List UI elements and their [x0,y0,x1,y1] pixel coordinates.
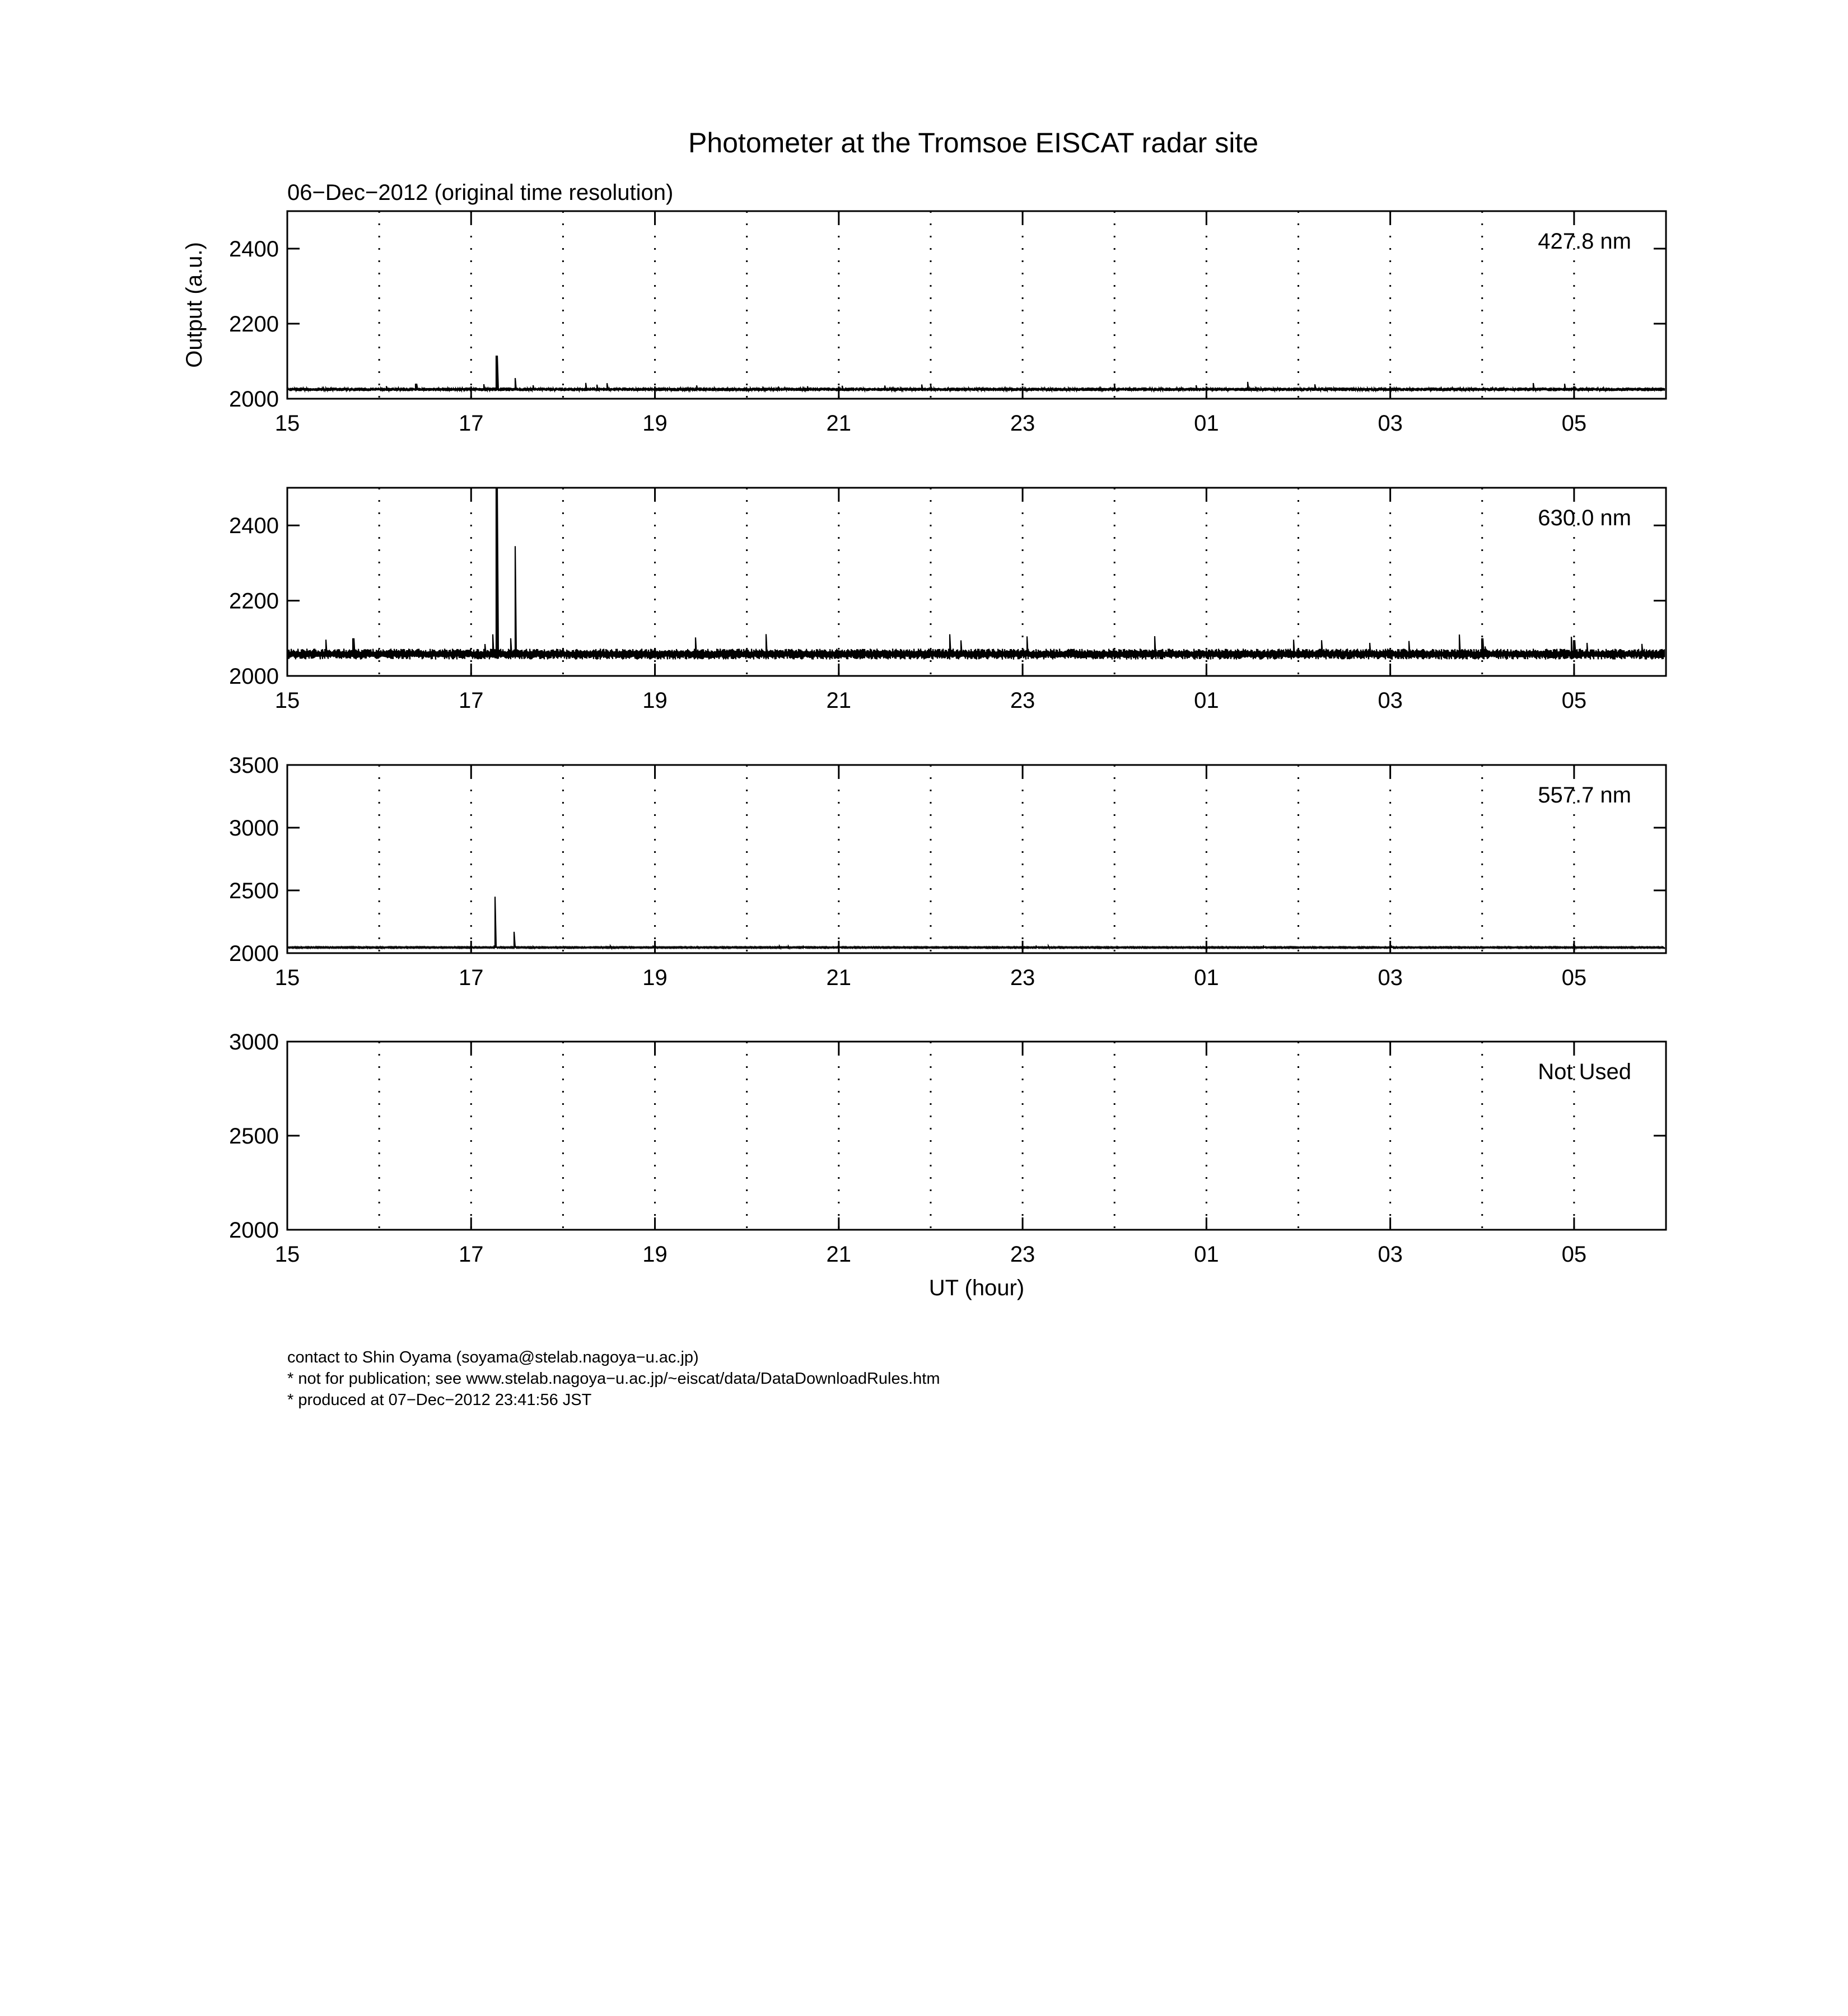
y-tick-label: 2000 [229,664,279,689]
x-tick-label: 19 [642,965,668,990]
x-tick-label: 23 [1010,1242,1035,1267]
wavelength-label: 427.8 nm [1538,229,1631,254]
x-tick-label: 17 [459,688,484,713]
x-tick-label: 19 [642,1242,668,1267]
panel-2 [229,488,1666,713]
footer-usage-note: * not for publication; see www.stelab.nagoya−u.ac.jp/~eiscat/data/DataDownloadRules.htm [287,1370,940,1388]
footer-produced-note: * produced at 07−Dec−2012 23:41:56 JST [287,1391,592,1409]
axes-frame [287,1042,1666,1230]
footer-contact: contact to Shin Oyama (soyama@stelab.nagoya−u.ac.jp) [287,1348,699,1366]
x-tick-label: 03 [1378,1242,1403,1267]
x-tick-label: 21 [826,965,852,990]
x-tick-label: 05 [1561,688,1587,713]
y-tick-label: 2000 [229,387,279,412]
x-tick-label: 15 [274,1242,300,1267]
x-tick-label: 15 [274,965,300,990]
data-trace [288,488,1664,660]
x-tick-label: 01 [1194,965,1219,990]
x-tick-label: 23 [1010,965,1035,990]
x-tick-label: 01 [1194,688,1219,713]
x-tick-label: 17 [459,411,484,436]
y-tick-label: 3500 [229,753,279,778]
x-tick-label: 03 [1378,965,1403,990]
x-tick-label: 01 [1194,1242,1219,1267]
panel-3 [229,753,1666,990]
panels-container [182,211,1666,1300]
y-tick-label: 2500 [229,1124,279,1149]
x-tick-label: 23 [1010,688,1035,713]
axes-frame [287,765,1666,953]
wavelength-label: 630.0 nm [1538,506,1631,530]
x-tick-label: 21 [826,1242,852,1267]
x-tick-label: 21 [826,688,852,713]
y-tick-label: 3000 [229,1030,279,1054]
y-axis-label: Output (a.u.) [182,242,207,368]
y-tick-label: 2200 [229,312,279,337]
x-tick-label: 17 [459,1242,484,1267]
y-tick-label: 2400 [229,237,279,262]
x-tick-label: 19 [642,411,668,436]
chart-title: Photometer at the Tromsoe EISCAT radar site [688,127,1259,158]
y-tick-label: 2000 [229,941,279,966]
y-tick-label: 2500 [229,879,279,903]
y-tick-label: 2400 [229,514,279,539]
axes-frame [287,211,1666,399]
x-tick-label: 01 [1194,411,1219,436]
panel-4 [229,1030,1666,1300]
x-tick-label: 23 [1010,411,1035,436]
data-trace [288,897,1664,948]
x-tick-label: 03 [1378,688,1403,713]
x-tick-label: 19 [642,688,668,713]
x-tick-label: 05 [1561,965,1587,990]
chart-subtitle: 06−Dec−2012 (original time resolution) [287,180,674,205]
x-tick-label: 03 [1378,411,1403,436]
y-tick-label: 2200 [229,589,279,614]
wavelength-label: 557.7 nm [1538,783,1631,808]
x-axis-label: UT (hour) [928,1276,1025,1300]
data-trace [288,356,1664,391]
x-tick-label: 21 [826,411,852,436]
x-tick-label: 17 [459,965,484,990]
x-tick-label: 15 [274,411,300,436]
wavelength-label: Not Used [1538,1060,1631,1084]
panel-1 [182,211,1666,436]
y-tick-label: 2000 [229,1218,279,1243]
x-tick-label: 05 [1561,1242,1587,1267]
y-tick-label: 3000 [229,816,279,841]
x-tick-label: 05 [1561,411,1587,436]
x-tick-label: 15 [274,688,300,713]
